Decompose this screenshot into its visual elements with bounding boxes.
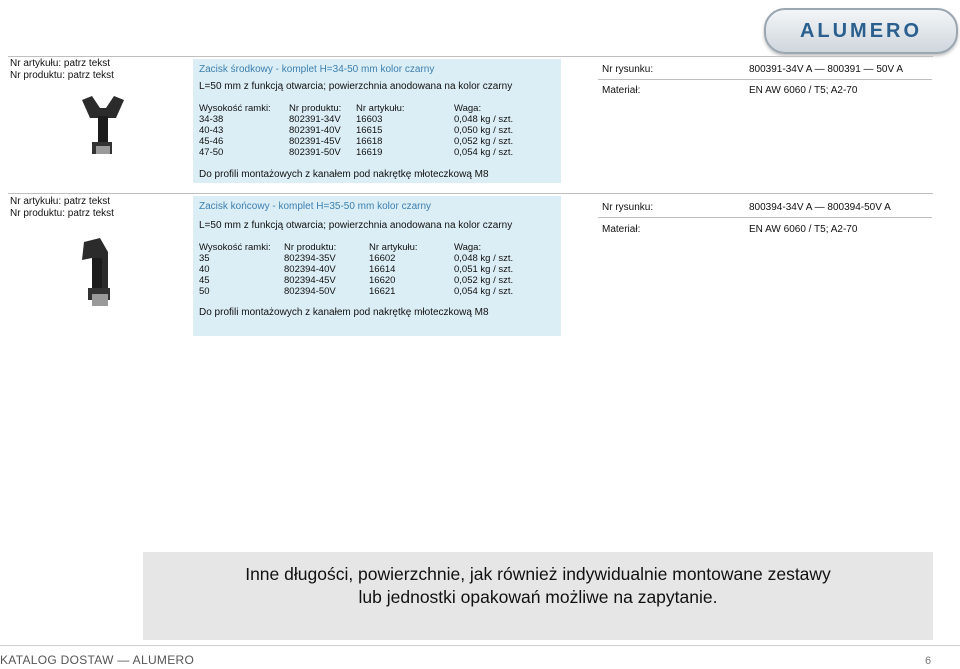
cell: 40	[199, 264, 210, 275]
cell: 0,052 kg / szt.	[454, 275, 514, 286]
cell: 16603	[356, 114, 383, 125]
cell: 802391-45V	[289, 136, 341, 147]
cell: 16602	[369, 253, 396, 264]
product-number-label: Nr produktu: patrz tekst	[10, 208, 114, 219]
cell: 16615	[356, 125, 383, 136]
col-header-frame-height: Wysokość ramki:	[199, 103, 271, 114]
spec-table	[199, 103, 559, 163]
drawing-number-value: 800394-34V A — 800394-50V A	[749, 202, 891, 213]
col-header-product-no: Nr produktu:	[289, 103, 342, 114]
cell: 34-38	[199, 114, 224, 125]
cell: 802394-50V	[284, 286, 336, 297]
row-top-border	[8, 56, 933, 57]
cell: 45-46	[199, 136, 224, 147]
col-header-article-no: Nr artykułu:	[369, 242, 418, 253]
page-number: 6	[925, 655, 932, 667]
spec-table	[199, 242, 559, 302]
cell: 0,048 kg / szt.	[454, 114, 514, 125]
cell: 50	[199, 286, 210, 297]
cell: 0,048 kg / szt.	[454, 253, 514, 264]
cell: 0,052 kg / szt.	[454, 136, 514, 147]
article-number-label: Nr artykułu: patrz tekst	[10, 58, 111, 69]
drawing-divider	[598, 79, 932, 80]
product-title: Zacisk końcowy - komplet H=35-50 mm kolor czarny	[199, 201, 432, 212]
cell: 0,051 kg / szt.	[454, 264, 514, 275]
drawing-divider	[598, 217, 932, 218]
footer-divider	[0, 645, 960, 646]
cell: 0,054 kg / szt.	[454, 147, 514, 158]
drawing-number-label: Nr rysunku:	[602, 202, 654, 213]
end-clamp-image	[78, 238, 122, 310]
product-title: Zacisk środkowy - komplet H=34-50 mm kolor czarny	[199, 64, 435, 75]
cell: 0,050 kg / szt.	[454, 125, 514, 136]
material-label: Materiał:	[602, 224, 641, 235]
product-subtitle: L=50 mm z funkcją otwarcia; powierzchnia anodowana na kolor czarny	[199, 220, 513, 231]
cell: 16621	[369, 286, 396, 297]
product-number-label: Nr produktu: patrz tekst	[10, 70, 114, 81]
drawing-number-value: 800391-34V A — 800391 — 50V A	[749, 64, 904, 75]
cell: 802391-40V	[289, 125, 341, 136]
cell: 802391-50V	[289, 147, 341, 158]
cell: 16619	[356, 147, 383, 158]
cell: 45	[199, 275, 210, 286]
article-number-label: Nr artykułu: patrz tekst	[10, 196, 111, 207]
cell: 16614	[369, 264, 396, 275]
cell: 16618	[356, 136, 383, 147]
row-top-border	[8, 193, 933, 194]
info-banner-line-1: Inne długości, powierzchnie, jak również indywidualnie montowane zestawy	[245, 564, 831, 584]
cell: 35	[199, 253, 210, 264]
cell: 40-43	[199, 125, 224, 136]
material-label: Materiał:	[602, 85, 641, 96]
cell: 0,054 kg / szt.	[454, 286, 514, 297]
alumero-logo	[764, 8, 958, 54]
logo-text: ALUMERO	[799, 20, 923, 42]
info-banner-line-2: lub jednostki opakowań możliwe na zapytanie.	[358, 587, 718, 607]
col-header-weight: Waga:	[454, 242, 482, 253]
catalog-title: KATALOG DOSTAW — ALUMERO	[0, 653, 195, 667]
product-note: Do profili montażowych z kanałem pod nakrętkę młoteczkową M8	[199, 169, 489, 180]
cell: 802394-45V	[284, 275, 336, 286]
col-header-weight: Waga:	[454, 103, 482, 114]
col-header-frame-height: Wysokość ramki:	[199, 242, 271, 253]
middle-clamp-image	[78, 96, 128, 158]
drawing-number-label: Nr rysunku:	[602, 64, 654, 75]
product-note: Do profili montażowych z kanałem pod nakrętkę młoteczkową M8	[199, 307, 489, 318]
cell: 47-50	[199, 147, 224, 158]
cell: 802391-34V	[289, 114, 341, 125]
material-value: EN AW 6060 / T5; A2-70	[749, 224, 858, 235]
product-subtitle: L=50 mm z funkcją otwarcia; powierzchnia anodowana na kolor czarny	[199, 81, 513, 92]
cell: 802394-35V	[284, 253, 336, 264]
material-value: EN AW 6060 / T5; A2-70	[749, 85, 858, 96]
cell: 16620	[369, 275, 396, 286]
cell: 802394-40V	[284, 264, 336, 275]
col-header-article-no: Nr artykułu:	[356, 103, 405, 114]
col-header-product-no: Nr produktu:	[284, 242, 337, 253]
